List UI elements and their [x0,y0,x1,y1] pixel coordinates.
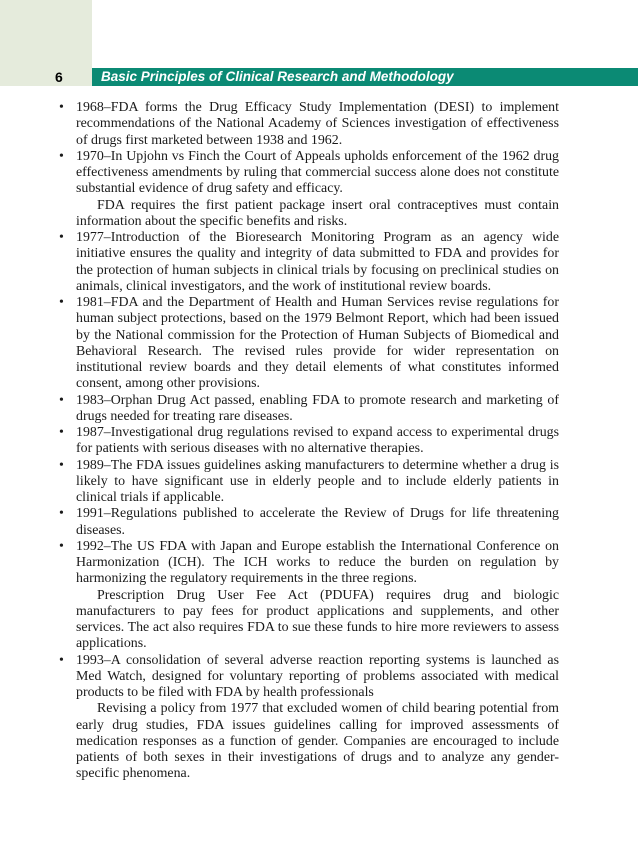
running-title: Basic Principles of Clinical Research and Methodology [92,68,638,86]
item-text: 1968–FDA forms the Drug Efficacy Study Implementation (DESI) to implement recommendations of the National Academy of Sciences investigation of effectiveness of drugs first marketed between 1938 and 1962. [76,100,559,148]
item-text: 1992–The US FDA with Japan and Europe establish the International Conference on Harmonization (ICH). The ICH works to reduce the burden on regulation by harmonizing the regulatory requirements in the three regions. [76,538,559,587]
item-text: 1977–Introduction of the Bioresearch Monitoring Program as an agency wide initiative ensures the quality and integrity of data submitted to FDA and provides for the protection of human subjects in clinical trials by focusing on preclinical studies on animals, clinical investigators, and the work of institutional review boards. [76,230,559,294]
list-item [59,230,559,295]
corner-decoration [0,0,92,68]
page-number: 6 [0,68,92,86]
bullet-icon: • [59,538,64,554]
item-continuation: Prescription Drug User Fee Act (PDUFA) requires drug and biologic manufacturers to pay fees for product applications and supplements, and other services. The act also requires FDA to sue these funds to hire more reviewers to assess applications. [76,587,559,652]
list-item [59,295,559,393]
list-item [59,149,559,230]
bullet-icon: • [59,392,64,408]
list-item [59,653,559,783]
item-text: 1989–The FDA issues guidelines asking manufacturers to determine whether a drug is likely to have significant use in elderly people and to include elderly patients in clinical trials if applicable. [76,457,559,505]
list-item [59,100,559,149]
bullet-icon: • [59,100,64,115]
list-item [59,458,559,507]
bullet-icon: • [59,652,64,668]
item-text: 1987–Investigational drug regulations revised to expand access to experimental drugs for patients with serious diseases with no alternative therapies. [76,425,559,457]
item-continuation: Revising a policy from 1977 that excluded women of child bearing potential from early drug studies, FDA issues guidelines calling for improved assessments of medication responses as a function of gender. Companies are encouraged to include patients of both sexes in their investigations of drugs and to analyze any gender-specific phenomena. [76,701,559,782]
list-item [59,393,559,426]
bullet-icon: • [59,148,64,164]
bullet-icon: • [59,295,64,310]
list-item [59,425,559,458]
bullet-icon: • [59,425,64,440]
bullet-icon: • [59,506,64,522]
item-text: 1981–FDA and the Department of Health and Human Services revise regulations for human subject protections, based on the 1979 Belmont Report, which had been issued by the National commission for the Protection of Human Subjects of Biomedical and Behavioral Research. The revised rules provide for wider representation on institutional review boards and they detail elements of what constitutes informed consent, among other provisions. [76,295,559,392]
item-text: 1983–Orphan Drug Act passed, enabling FDA to promote research and marketing of drugs needed for treating rare diseases. [76,392,559,424]
item-text: 1970–In Upjohn vs Finch the Court of Appeals upholds enforcement of the 1962 drug effectiveness amendments by ruling that commercial success alone does not constitute substantial evidence of drug safety and efficacy. [76,148,559,197]
bullet-icon: • [59,230,64,245]
item-continuation: FDA requires the first patient package insert oral contraceptives must contain information about the specific benefits and risks. [76,197,559,229]
running-header [0,68,638,86]
list-item [59,539,559,653]
list-item [59,506,559,539]
item-text: 1991–Regulations published to accelerate the Review of Drugs for life threatening diseases. [76,506,559,538]
bullet-icon: • [59,457,64,473]
item-text: 1993–A consolidation of several adverse reaction reporting systems is launched as Med Watch, designed for voluntary reporting of problems associated with medical products to be filed with FDA by health professionals [76,652,559,700]
bullet-list [59,100,559,783]
